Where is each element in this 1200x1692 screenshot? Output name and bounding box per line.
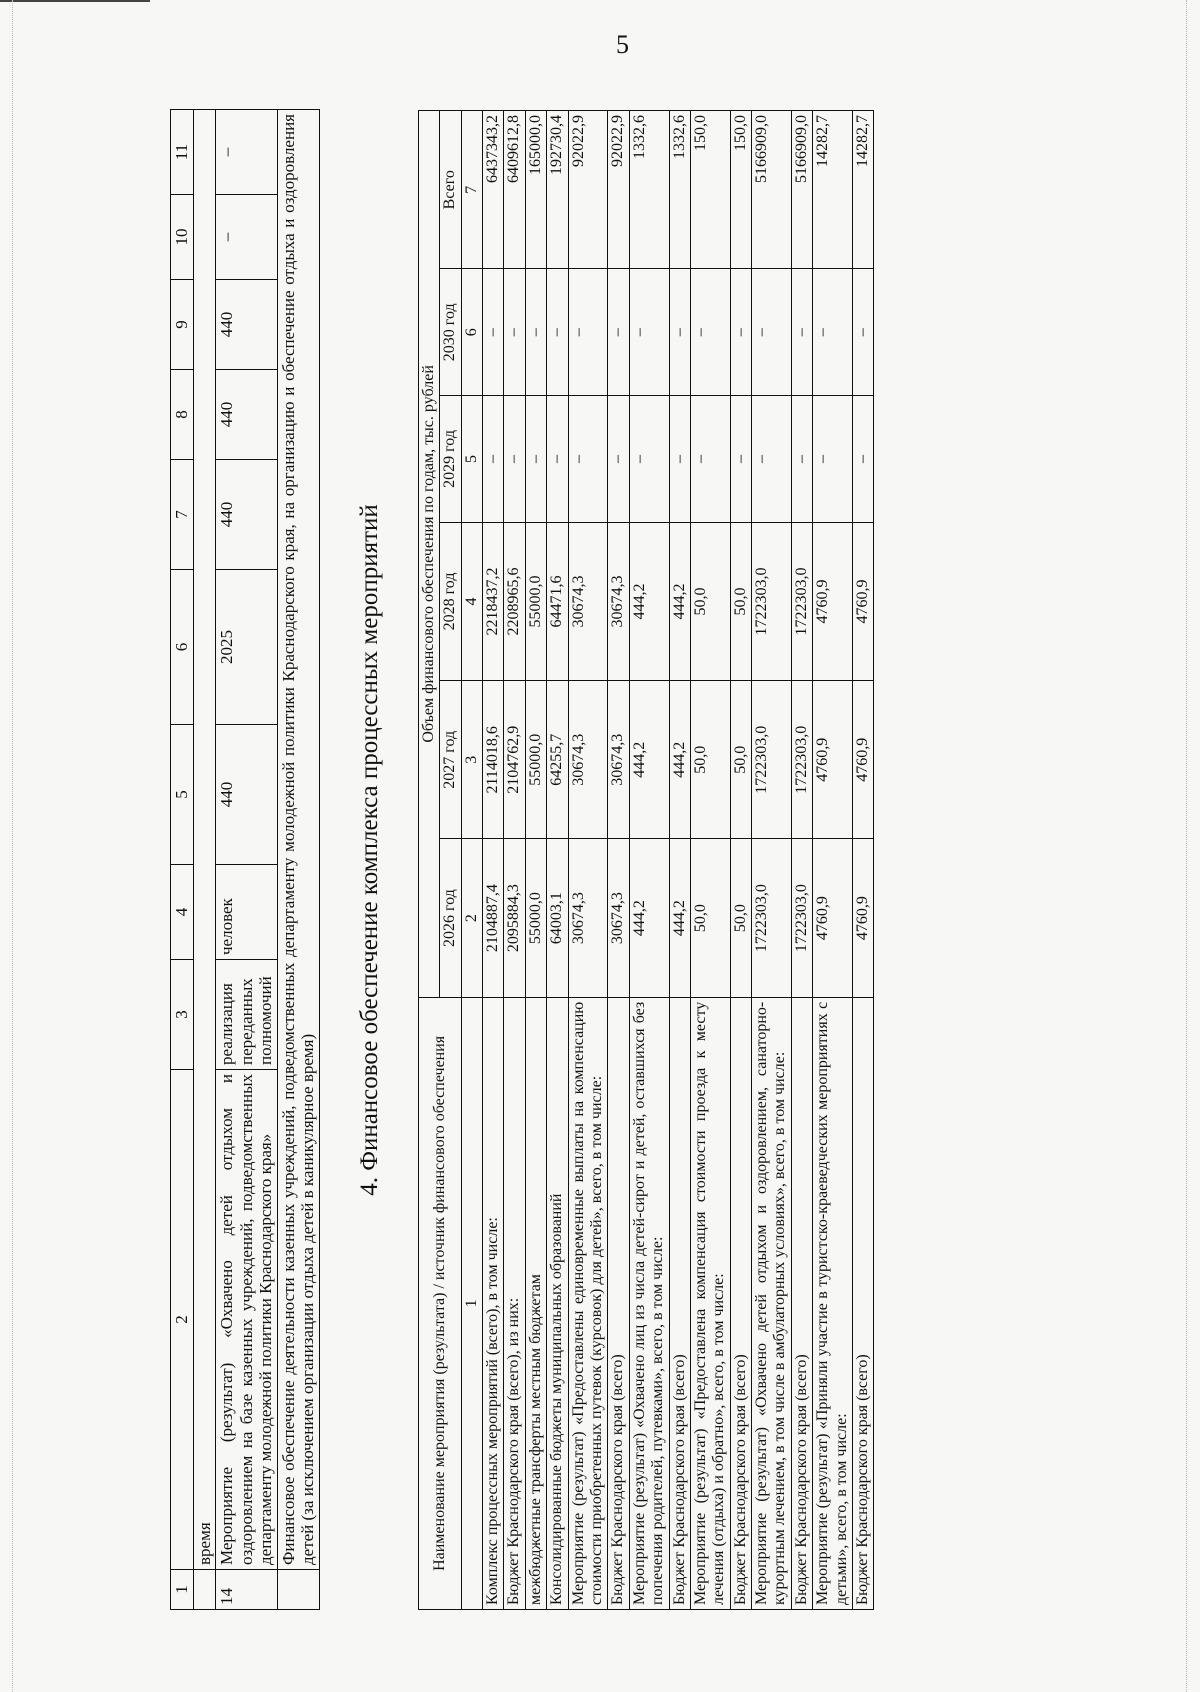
- table-row: [568, 111, 608, 1610]
- total-value: 150,0: [690, 111, 730, 269]
- year-value: –: [525, 269, 546, 396]
- cell-value: –: [216, 110, 278, 195]
- col-num: 6: [171, 570, 194, 725]
- measure-name: Мероприятие (результат) «Охвачено детей отдыхом и оздоровлением на базе казенных учреждений, подведомственных департаменту молодежной политики Краснодарского края»: [216, 1070, 278, 1570]
- total-value: 6409612,8: [504, 111, 525, 269]
- total-value: 192730,4: [547, 111, 568, 269]
- total-value: 6437343,2: [483, 111, 504, 269]
- year-header: 2027 год: [440, 681, 461, 839]
- scan-edge: [0, 0, 150, 2]
- year-value: –: [730, 396, 751, 523]
- total-value: 165000,0: [525, 111, 546, 269]
- year-value: –: [791, 396, 812, 523]
- year-value: –: [568, 396, 608, 523]
- col-num: 2: [461, 839, 482, 997]
- year-value: –: [504, 396, 525, 523]
- continuation-row: [193, 110, 216, 1610]
- total-value: 1332,6: [669, 111, 690, 269]
- cell-value: 440: [216, 460, 278, 570]
- row-name: Бюджет Краснодарского края (всего), из них:: [504, 997, 525, 1609]
- year-value: –: [483, 269, 504, 396]
- year-value: 1722303,0: [791, 681, 812, 839]
- year-value: –: [483, 396, 504, 523]
- col-num: 1: [171, 1570, 194, 1610]
- scan-border-right: [1186, 0, 1188, 1692]
- cell-value: 440: [216, 725, 278, 865]
- col-num: 8: [171, 370, 194, 460]
- row-name: Мероприятие (результат) «Приняли участие в туристско-краеведческих мероприятиях с детьми», всего, в том числе:: [813, 997, 853, 1609]
- col-num: 6: [461, 269, 482, 396]
- financing-table: [418, 110, 875, 1610]
- total-value: 92022,9: [608, 111, 629, 269]
- table-row: [525, 111, 546, 1610]
- year-value: –: [608, 396, 629, 523]
- column-number-row: [461, 111, 482, 1610]
- row-name: Мероприятие (результат) «Предоставлена компенсация стоимости проезда к месту лечения (отдыха) и обратно», всего, в том числе:: [690, 997, 730, 1609]
- col-num: 10: [171, 195, 194, 280]
- table-row: [813, 111, 853, 1610]
- table-row: [853, 111, 874, 1610]
- col-num: 5: [171, 725, 194, 865]
- year-value: –: [608, 269, 629, 396]
- year-value: 64471,6: [547, 522, 568, 680]
- year-value: 64255,7: [547, 681, 568, 839]
- year-value: 50,0: [690, 522, 730, 680]
- table-row: [690, 111, 730, 1610]
- cell-value: –: [216, 195, 278, 280]
- measure-unit: человек: [216, 865, 278, 960]
- table-row: [483, 111, 504, 1610]
- year-value: –: [547, 269, 568, 396]
- year-value: 30674,3: [568, 522, 608, 680]
- year-value: –: [791, 269, 812, 396]
- table-row: [752, 111, 792, 1610]
- row-name: Консолидированные бюджеты муниципальных образований: [547, 997, 568, 1609]
- table-row: [216, 110, 278, 1610]
- year-value: –: [813, 269, 853, 396]
- year-value: 2218437,2: [483, 522, 504, 680]
- year-value: –: [690, 396, 730, 523]
- year-value: 1722303,0: [752, 681, 792, 839]
- col-num: 4: [461, 522, 482, 680]
- year-value: 50,0: [730, 839, 751, 997]
- year-value: 1722303,0: [791, 522, 812, 680]
- year-value: –: [690, 269, 730, 396]
- total-value: 14282,7: [813, 111, 853, 269]
- total-header: Всего: [440, 111, 461, 269]
- row-name: Комплекс процессных мероприятий (всего), в том числе:: [483, 997, 504, 1609]
- year-value: 444,2: [669, 522, 690, 680]
- year-value: 444,2: [629, 839, 669, 997]
- year-value: 4760,9: [853, 839, 874, 997]
- table-row: [791, 111, 812, 1610]
- cell-value: 440: [216, 280, 278, 370]
- year-value: 30674,3: [568, 681, 608, 839]
- col-num: 4: [171, 865, 194, 960]
- total-value: 150,0: [730, 111, 751, 269]
- year-value: –: [629, 269, 669, 396]
- financing-note: Финансовое обеспечение деятельности казенных учреждений, подведомственных департаменту молодежной политики Краснодарского края, на организацию и обеспечение отдыха и оздоровления детей (за исключением организации отдыха детей в каникулярное время): [277, 110, 319, 1570]
- year-value: 55000,0: [525, 839, 546, 997]
- year-value: 444,2: [629, 681, 669, 839]
- table-row: [608, 111, 629, 1610]
- year-value: –: [813, 396, 853, 523]
- header-name: Наименование мероприятия (результата) / источник финансового обеспечения: [418, 997, 461, 1609]
- year-value: 2208965,6: [504, 522, 525, 680]
- year-header: 2026 год: [440, 839, 461, 997]
- year-value: 64003,1: [547, 839, 568, 997]
- year-value: –: [752, 269, 792, 396]
- col-num: 7: [171, 460, 194, 570]
- page-number: 5: [616, 30, 629, 59]
- total-value: 5166909,0: [752, 111, 792, 269]
- row-name: Бюджет Краснодарского края (всего): [730, 997, 751, 1609]
- table-row: [669, 111, 690, 1610]
- year-header: 2030 год: [440, 269, 461, 396]
- row-name: Бюджет Краснодарского края (всего): [791, 997, 812, 1609]
- year-value: 1722303,0: [791, 839, 812, 997]
- header-volume: Объем финансового обеспечения по годам, тыс. рублей: [418, 111, 439, 998]
- year-value: 55000,0: [525, 522, 546, 680]
- indicators-table-continuation: [170, 109, 320, 1610]
- year-value: 4760,9: [813, 522, 853, 680]
- col-num: 7: [461, 111, 482, 269]
- year-value: 444,2: [629, 522, 669, 680]
- column-number-row: [171, 110, 194, 1610]
- table-row: [504, 111, 525, 1610]
- row-name: Мероприятие (результат) «Охвачено лиц из числа детей-сирот и детей, оставшихся без попечения родителей, путевками», всего, в том числе:: [629, 997, 669, 1609]
- year-value: 50,0: [690, 681, 730, 839]
- total-value: 14282,7: [853, 111, 874, 269]
- year-value: 2104887,4: [483, 839, 504, 997]
- year-value: 4760,9: [813, 681, 853, 839]
- year-value: 1722303,0: [752, 839, 792, 997]
- year-value: –: [568, 269, 608, 396]
- col-num: 2: [171, 1070, 194, 1570]
- cell-value: 440: [216, 370, 278, 460]
- col-num: 9: [171, 280, 194, 370]
- col-num: 3: [171, 960, 194, 1070]
- col-num: 11: [171, 110, 194, 195]
- year-value: 30674,3: [608, 839, 629, 997]
- row-name: Мероприятие (результат) «Охвачено детей отдыхом и оздоровлением, санаторно-курортным лечением, в том числе в амбулаторных условиях», всего, в том числе:: [752, 997, 792, 1609]
- year-value: –: [669, 396, 690, 523]
- row-number: 14: [216, 1570, 278, 1610]
- year-value: 30674,3: [608, 681, 629, 839]
- section-title: 4. Финансовое обеспечение комплекса процессных мероприятий: [355, 504, 383, 1196]
- note-row: [277, 110, 319, 1610]
- year-value: 50,0: [730, 681, 751, 839]
- measure-basis: реализация переданных полномочий: [216, 960, 278, 1070]
- row-name: Бюджет Краснодарского края (всего): [608, 997, 629, 1609]
- total-value: 1332,6: [629, 111, 669, 269]
- year-value: 2104762,9: [504, 681, 525, 839]
- year-value: –: [853, 396, 874, 523]
- rotated-page-content: [170, 90, 1130, 1610]
- col-num: 1: [461, 997, 482, 1609]
- year-value: 444,2: [669, 839, 690, 997]
- row-name: Бюджет Краснодарского края (всего): [669, 997, 690, 1609]
- year-value: 50,0: [690, 839, 730, 997]
- year-value: 4760,9: [813, 839, 853, 997]
- financing-table-body: [483, 111, 874, 1610]
- year-value: 50,0: [730, 522, 751, 680]
- table-row: [730, 111, 751, 1610]
- year-value: 30674,3: [608, 522, 629, 680]
- table-row: [629, 111, 669, 1610]
- cell-value: 2025: [216, 570, 278, 725]
- year-value: –: [547, 396, 568, 523]
- row-name: Бюджет Краснодарского края (всего): [853, 997, 874, 1609]
- scan-border-left: [12, 0, 14, 1692]
- year-value: 55000,0: [525, 681, 546, 839]
- header-row: [418, 111, 439, 1610]
- row-name: межбюджетные трансферты местным бюджетам: [525, 997, 546, 1609]
- year-header: 2028 год: [440, 522, 461, 680]
- year-value: –: [752, 396, 792, 523]
- total-value: 92022,9: [568, 111, 608, 269]
- year-value: –: [669, 269, 690, 396]
- year-value: –: [730, 269, 751, 396]
- year-value: –: [525, 396, 546, 523]
- year-value: 2114018,6: [483, 681, 504, 839]
- year-value: 30674,3: [568, 839, 608, 997]
- year-value: 1722303,0: [752, 522, 792, 680]
- year-value: 4760,9: [853, 522, 874, 680]
- year-value: 2095884,3: [504, 839, 525, 997]
- total-value: 5166909,0: [791, 111, 812, 269]
- row-name: Мероприятие (результат) «Предоставлены единовременные выплаты на компенсацию стоимости приобретенных путевок (курсовок) для детей», всего, в том числе:: [568, 997, 608, 1609]
- year-value: –: [853, 269, 874, 396]
- year-value: 4760,9: [853, 681, 874, 839]
- year-header: 2029 год: [440, 396, 461, 523]
- year-value: –: [504, 269, 525, 396]
- table-row: [547, 111, 568, 1610]
- continuation-text: время: [193, 110, 216, 1570]
- year-value: 444,2: [669, 681, 690, 839]
- col-num: 5: [461, 396, 482, 523]
- year-value: –: [629, 396, 669, 523]
- col-num: 3: [461, 681, 482, 839]
